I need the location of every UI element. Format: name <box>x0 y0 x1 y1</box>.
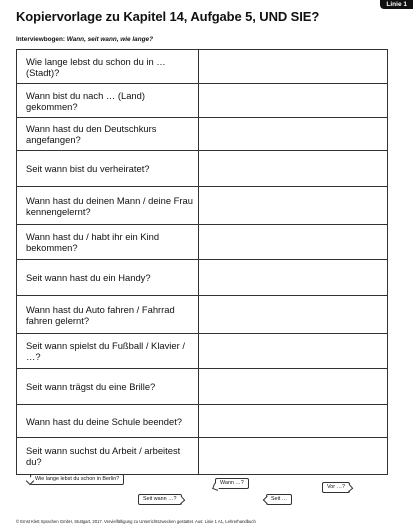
table-row <box>17 84 388 118</box>
page-subtitle <box>16 36 153 43</box>
table-row <box>17 438 388 475</box>
question-cell: Wann bist du nach … (Land) gekommen? <box>17 84 199 118</box>
question-cell: Wie lange lebst du schon du in … (Stadt)? <box>17 50 199 84</box>
speech-bubble-text: Wann …? <box>220 480 244 486</box>
answer-cell[interactable] <box>199 225 388 260</box>
speech-bubble <box>266 494 292 505</box>
speech-bubble-text: Vor …? <box>327 484 345 490</box>
speech-bubble-text: Wie lange lebst du schon in Berlin? <box>35 476 120 482</box>
answer-cell[interactable] <box>199 405 388 438</box>
table-row <box>17 369 388 405</box>
answer-cell[interactable] <box>199 296 388 334</box>
speech-bubble-tail <box>176 496 184 504</box>
question-cell: Seit wann hast du ein Handy? <box>17 260 199 296</box>
speech-bubble-tail <box>263 496 271 504</box>
table-row <box>17 50 388 84</box>
question-cell: Seit wann spielst du Fußball / Klavier / …? <box>17 334 199 369</box>
speech-bubble <box>30 474 124 485</box>
answer-cell[interactable] <box>199 187 388 225</box>
question-cell: Seit wann bist du verheiratet? <box>17 151 199 187</box>
answer-cell[interactable] <box>199 438 388 475</box>
copyright-footer: © Ernst Klett Sprachen GmbH, Stuttgart, 2017. Vervielfältigung zu Unterrichtszwecken gestattet. Aus: Linie 1 A1, Lehrerhandbuch <box>16 519 256 524</box>
series-badge: Linie 1 <box>380 0 413 9</box>
speech-bubble-text: Seit wann …? <box>143 496 177 502</box>
answer-cell[interactable] <box>199 84 388 118</box>
speech-bubble <box>322 482 350 493</box>
question-cell: Wann hast du Auto fahren / Fahrrad fahren gelernt? <box>17 296 199 334</box>
answer-cell[interactable] <box>199 50 388 84</box>
speech-bubble-tail <box>26 477 34 485</box>
subtitle-italic: Wann, seit wann, wie lange? <box>66 36 153 43</box>
question-cell: Wann hast du / habt ihr ein Kind bekommen? <box>17 225 199 260</box>
question-cell: Wann hast du deinen Mann / deine Frau kennengelernt? <box>17 187 199 225</box>
interview-table <box>16 49 388 475</box>
answer-cell[interactable] <box>199 369 388 405</box>
table-row <box>17 225 388 260</box>
table-row <box>17 118 388 151</box>
speech-bubble-text: Seit … <box>271 496 288 502</box>
answer-cell[interactable] <box>199 151 388 187</box>
answer-cell[interactable] <box>199 118 388 151</box>
table-row <box>17 296 388 334</box>
answer-cell[interactable] <box>199 334 388 369</box>
speech-bubble <box>215 478 249 489</box>
question-cell: Wann hast du deine Schule beendet? <box>17 405 199 438</box>
table-row <box>17 334 388 369</box>
table-row <box>17 260 388 296</box>
question-cell: Wann hast du den Deutschkurs angefangen? <box>17 118 199 151</box>
table-row <box>17 187 388 225</box>
answer-cell[interactable] <box>199 260 388 296</box>
speech-bubble-tail <box>345 484 353 492</box>
subtitle-label: Interviewbogen: <box>16 36 66 43</box>
table-row <box>17 405 388 438</box>
speech-bubble-tail <box>212 483 220 491</box>
speech-bubble <box>138 494 182 505</box>
question-cell: Seit wann suchst du Arbeit / arbeitest du? <box>17 438 199 475</box>
question-cell: Seit wann trägst du eine Brille? <box>17 369 199 405</box>
page-title: Kopiervorlage zu Kapitel 14, Aufgabe 5, UND SIE? <box>16 9 320 24</box>
table-row <box>17 151 388 187</box>
